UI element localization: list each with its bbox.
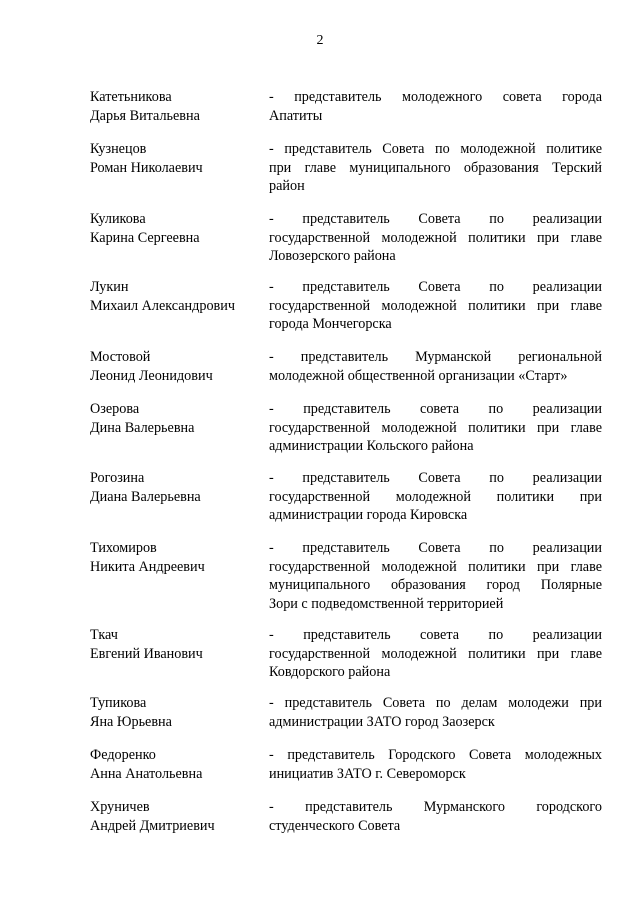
member-role-line: государственной молодежной политики при главе [269,419,602,436]
member-given-names: Евгений Иванович [90,645,203,662]
member-role [269,798,602,835]
member-surname: Федоренко [90,747,156,763]
member-role-line: - представитель Совета по делам молодежи при [269,695,602,711]
member-role [269,88,602,125]
member-role [269,539,602,613]
member-role-line: - представитель Совета по реализации [269,279,602,295]
member-role-line: Зори с подведомственной территорией [269,595,504,612]
member-role-line: государственной молодежной политики при главе [269,297,602,314]
member-surname: Тихомиров [90,540,157,556]
member-surname: Куликова [90,211,146,227]
member-role-line: государственной молодежной политики при главе [269,229,602,246]
member-given-names: Михаил Александрович [90,297,235,314]
member-role [269,210,602,266]
member-role-line: государственной молодежной политики при главе [269,645,602,662]
member-role [269,348,602,385]
member-surname: Озерова [90,401,140,417]
member-name [90,400,265,437]
member-name [90,694,265,731]
member-surname: Тупикова [90,695,147,711]
member-name [90,798,265,835]
member-role-line: - представитель Совета по молодежной политике [269,141,602,157]
member-name [90,539,265,576]
member-role [269,400,602,456]
member-role-line: молодежной общественной организации «Старт» [269,367,568,384]
member-role-line: - представитель Совета по реализации [269,540,602,556]
member-role-line: - представитель Городского Совета молодежных [269,747,602,763]
member-role-line: - представитель Совета по реализации [269,211,602,227]
member-surname: Мостовой [90,349,151,365]
member-given-names: Андрей Дмитриевич [90,817,215,834]
member-role [269,140,602,196]
member-name [90,210,265,247]
member-role [269,469,602,525]
member-role-line: - представитель молодежного совета города [269,89,602,105]
member-role [269,626,602,682]
member-role-line: государственной молодежной политики при главе [269,558,602,575]
member-role-line: - представитель Мурманского городского [269,799,602,815]
member-role-line: администрации ЗАТО город Заозерск [269,713,495,730]
member-role-line: администрации города Кировска [269,507,468,523]
member-surname: Катетьникова [90,89,172,105]
member-role-line: Ловозерского района [269,248,396,264]
member-given-names: Роман Николаевич [90,159,203,176]
member-surname: Ткач [90,627,118,643]
member-role-line: район [269,178,305,194]
member-role-line: студенческого Совета [269,817,401,834]
member-given-names: Карина Сергеевна [90,229,200,246]
member-given-names: Яна Юрьевна [90,713,172,730]
member-role [269,694,602,731]
member-surname: Рогозина [90,470,145,486]
member-role-line: администрации Кольского района [269,438,474,454]
member-role-line: Апатиты [269,107,323,124]
member-given-names: Дина Валерьевна [90,419,195,436]
member-name [90,469,265,506]
member-role-line: Ковдорского района [269,664,391,680]
member-given-names: Диана Валерьевна [90,488,201,505]
member-role-line: муниципального образования город Полярные [269,577,602,593]
member-given-names: Анна Анатольевна [90,765,203,782]
member-name [90,278,265,315]
member-given-names: Леонид Леонидович [90,367,213,384]
page-number: 2 [316,33,324,48]
member-role-line: - представитель совета по реализации [269,401,602,417]
member-role-line: - представитель совета по реализации [269,627,602,643]
member-role [269,746,602,783]
member-name [90,140,265,177]
member-name [90,746,265,783]
member-role-line: государственной молодежной политики при [269,488,602,505]
member-role-line: - представитель Совета по реализации [269,470,602,486]
member-surname: Кузнецов [90,141,147,157]
member-role-line: - представитель Мурманской региональной [269,349,602,365]
member-role [269,278,602,334]
member-name [90,348,265,385]
member-surname: Хруничев [90,799,150,815]
member-given-names: Никита Андреевич [90,558,205,575]
member-role-line: города Мончегорска [269,316,392,332]
member-name [90,88,265,125]
member-given-names: Дарья Витальевна [90,107,200,124]
member-role-line: при главе муниципального образования Терский [269,159,602,176]
member-surname: Лукин [90,279,129,295]
member-role-line: инициатив ЗАТО г. Североморск [269,765,466,782]
member-name [90,626,265,663]
